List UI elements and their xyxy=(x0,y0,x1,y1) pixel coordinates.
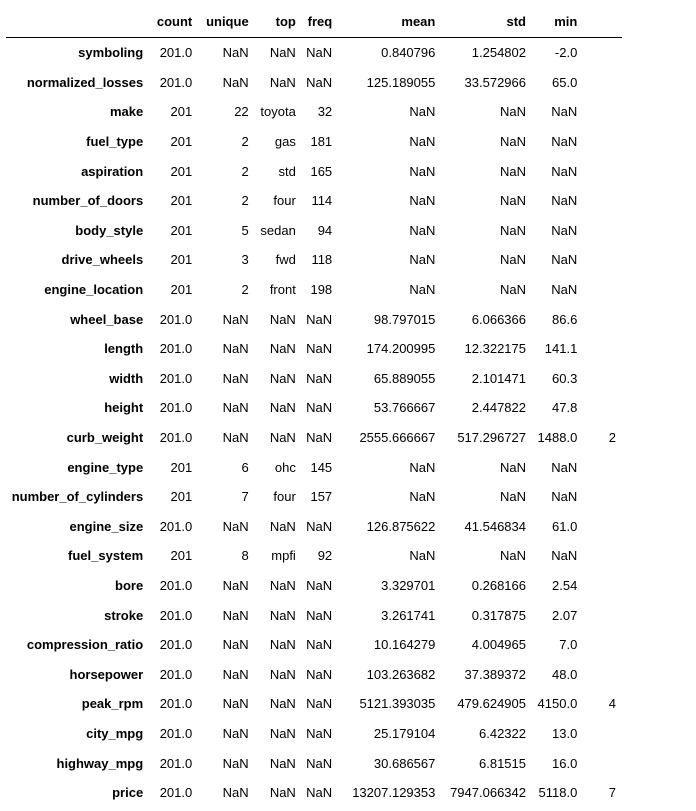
cell-count: 201.0 xyxy=(159,755,193,771)
cell-freq: 165 xyxy=(310,163,333,179)
cell-std: NaN xyxy=(499,489,526,505)
cell-mean: NaN xyxy=(409,548,436,564)
cell-top: four xyxy=(273,193,296,209)
cell-unique: NaN xyxy=(222,74,249,90)
cell-freq: NaN xyxy=(306,400,333,416)
column-header-top: top xyxy=(255,5,302,38)
table-row xyxy=(6,482,622,512)
cell-count: 201.0 xyxy=(159,577,193,593)
cell-mean: 0.840796 xyxy=(381,45,436,61)
cell-std: NaN xyxy=(499,193,526,209)
cell-unique: NaN xyxy=(222,577,249,593)
cell-count: 201 xyxy=(170,252,193,268)
header-row xyxy=(6,5,622,38)
cell-unique: NaN xyxy=(222,518,249,534)
cell-freq: NaN xyxy=(306,607,333,623)
cell-top: sedan xyxy=(260,222,296,238)
cell-unique: NaN xyxy=(222,341,249,357)
cell-truncated xyxy=(583,659,622,689)
cell-truncated: 2 xyxy=(608,430,616,446)
row-label: symboling xyxy=(78,45,144,61)
cell-unique: 5 xyxy=(241,222,249,238)
cell-unique: NaN xyxy=(222,370,249,386)
cell-freq: 145 xyxy=(310,459,333,475)
cell-unique: 7 xyxy=(241,489,249,505)
cell-mean: 13207.129353 xyxy=(352,785,436,801)
cell-mean: 126.875622 xyxy=(366,518,436,534)
cell-mean: 174.200995 xyxy=(366,341,436,357)
cell-freq: NaN xyxy=(306,518,333,534)
cell-freq: 181 xyxy=(310,134,333,150)
table-row xyxy=(6,689,622,719)
cell-unique: 2 xyxy=(241,282,249,298)
cell-unique: 2 xyxy=(241,193,249,209)
cell-mean: 30.686567 xyxy=(373,755,436,771)
cell-unique: 2 xyxy=(241,134,249,150)
cell-std: 1.254802 xyxy=(471,45,526,61)
cell-min: NaN xyxy=(551,459,578,475)
row-label: aspiration xyxy=(81,163,144,179)
table-row xyxy=(6,364,622,394)
cell-min: 65.0 xyxy=(552,74,578,90)
row-label: height xyxy=(104,400,144,416)
cell-truncated xyxy=(583,482,622,512)
cell-top: mpfi xyxy=(271,548,296,564)
index-header-cell xyxy=(6,5,152,38)
cell-min: NaN xyxy=(551,222,578,238)
cell-freq: NaN xyxy=(306,370,333,386)
row-label: highway_mpg xyxy=(56,755,144,771)
cell-top: four xyxy=(273,489,296,505)
cell-std: NaN xyxy=(499,134,526,150)
cell-mean: NaN xyxy=(409,163,436,179)
row-label: width xyxy=(109,370,144,386)
cell-freq: 32 xyxy=(317,104,333,120)
table-row xyxy=(6,97,622,127)
table-header xyxy=(6,5,622,38)
table-row xyxy=(6,38,622,68)
column-header-mean: mean xyxy=(338,5,441,38)
cell-top: NaN xyxy=(269,45,296,61)
cell-freq: NaN xyxy=(306,725,333,741)
table-row xyxy=(6,600,622,630)
cell-truncated xyxy=(583,334,622,364)
table-row xyxy=(6,423,622,453)
cell-unique: 2 xyxy=(241,163,249,179)
cell-min: 2.07 xyxy=(552,607,578,623)
cell-std: 479.624905 xyxy=(457,696,526,712)
cell-top: ohc xyxy=(274,459,296,475)
cell-top: NaN xyxy=(269,785,296,801)
cell-top: NaN xyxy=(269,74,296,90)
cell-min: NaN xyxy=(551,163,578,179)
cell-mean: 125.189055 xyxy=(366,74,436,90)
cell-top: NaN xyxy=(269,311,296,327)
cell-min: 60.3 xyxy=(552,370,578,386)
cell-top: NaN xyxy=(269,341,296,357)
cell-min: NaN xyxy=(551,548,578,564)
cell-min: 61.0 xyxy=(552,518,578,534)
cell-unique: 22 xyxy=(234,104,249,120)
cell-unique: NaN xyxy=(222,400,249,416)
row-label: curb_weight xyxy=(66,430,144,446)
cell-mean: NaN xyxy=(409,104,436,120)
cell-top: NaN xyxy=(269,400,296,416)
cell-unique: NaN xyxy=(222,725,249,741)
table-row xyxy=(6,512,622,542)
cell-top: NaN xyxy=(269,666,296,682)
table-row xyxy=(6,541,622,571)
cell-freq: NaN xyxy=(306,577,333,593)
cell-freq: NaN xyxy=(306,666,333,682)
table-row xyxy=(6,719,622,749)
cell-min: 13.0 xyxy=(552,725,578,741)
cell-truncated: 4 xyxy=(608,696,616,712)
cell-freq: NaN xyxy=(306,341,333,357)
cell-truncated xyxy=(583,68,622,98)
cell-mean: NaN xyxy=(409,459,436,475)
cell-count: 201 xyxy=(170,134,193,150)
cell-mean: 5121.393035 xyxy=(359,696,436,712)
cell-std: NaN xyxy=(499,282,526,298)
cell-truncated xyxy=(583,541,622,571)
cell-freq: NaN xyxy=(306,74,333,90)
cell-mean: 2555.666667 xyxy=(359,430,436,446)
cell-freq: NaN xyxy=(306,785,333,801)
cell-freq: 198 xyxy=(310,282,333,298)
table-row xyxy=(6,630,622,660)
cell-freq: 94 xyxy=(317,222,333,238)
cell-top: NaN xyxy=(269,430,296,446)
cell-freq: 92 xyxy=(317,548,333,564)
cell-truncated xyxy=(583,304,622,334)
cell-count: 201 xyxy=(170,459,193,475)
cell-truncated xyxy=(583,127,622,157)
cell-min: 47.8 xyxy=(552,400,578,416)
cell-std: 6.066366 xyxy=(471,311,526,327)
column-header-count: count xyxy=(152,5,198,38)
row-label: city_mpg xyxy=(86,725,144,741)
cell-truncated xyxy=(583,97,622,127)
cell-mean: 3.329701 xyxy=(381,577,436,593)
cell-min: 141.1 xyxy=(544,341,578,357)
table-row xyxy=(6,216,622,246)
cell-std: 6.42322 xyxy=(479,725,526,741)
cell-min: -2.0 xyxy=(554,45,578,61)
row-label: wheel_base xyxy=(70,311,144,327)
row-label: engine_type xyxy=(67,459,144,475)
cell-std: NaN xyxy=(499,163,526,179)
cell-count: 201.0 xyxy=(159,74,193,90)
cell-std: 37.389372 xyxy=(464,666,526,682)
cell-min: 86.6 xyxy=(552,311,578,327)
cell-truncated xyxy=(583,393,622,423)
row-label: drive_wheels xyxy=(61,252,144,268)
describe-table xyxy=(6,5,622,807)
cell-top: NaN xyxy=(269,696,296,712)
cell-top: NaN xyxy=(269,518,296,534)
cell-std: NaN xyxy=(499,222,526,238)
cell-min: NaN xyxy=(551,282,578,298)
cell-count: 201.0 xyxy=(159,696,193,712)
cell-count: 201.0 xyxy=(159,341,193,357)
table-row xyxy=(6,245,622,275)
cell-mean: 10.164279 xyxy=(373,637,436,653)
cell-mean: NaN xyxy=(409,193,436,209)
row-label: stroke xyxy=(104,607,144,623)
cell-truncated xyxy=(583,156,622,186)
column-header-min: min xyxy=(532,5,583,38)
cell-unique: NaN xyxy=(222,666,249,682)
row-label: engine_size xyxy=(69,518,144,534)
cell-top: NaN xyxy=(269,607,296,623)
cell-top: NaN xyxy=(269,725,296,741)
row-label: compression_ratio xyxy=(26,637,144,653)
cell-truncated: 7 xyxy=(608,785,616,801)
table-row xyxy=(6,275,622,305)
cell-truncated xyxy=(583,245,622,275)
cell-std: 0.268166 xyxy=(471,577,526,593)
cell-top: front xyxy=(269,282,296,298)
cell-min: NaN xyxy=(551,252,578,268)
cell-mean: NaN xyxy=(409,252,436,268)
cell-unique: NaN xyxy=(222,755,249,771)
cell-unique: 3 xyxy=(241,252,249,268)
cell-mean: 53.766667 xyxy=(373,400,436,416)
column-header-freq: freq xyxy=(302,5,338,38)
cell-count: 201 xyxy=(170,282,193,298)
cell-std: 2.447822 xyxy=(471,400,526,416)
cell-count: 201.0 xyxy=(159,666,193,682)
cell-min: 48.0 xyxy=(552,666,578,682)
cell-std: 2.101471 xyxy=(471,370,526,386)
cell-count: 201.0 xyxy=(159,400,193,416)
cell-freq: NaN xyxy=(306,311,333,327)
column-header-truncated xyxy=(583,5,622,38)
row-label: body_style xyxy=(75,222,144,238)
cell-freq: NaN xyxy=(306,755,333,771)
cell-std: 7947.066342 xyxy=(450,785,526,801)
row-label: fuel_type xyxy=(86,134,144,150)
cell-freq: 114 xyxy=(311,193,333,209)
cell-count: 201.0 xyxy=(159,370,193,386)
cell-truncated xyxy=(583,571,622,601)
row-label: length xyxy=(104,341,144,357)
cell-top: NaN xyxy=(269,370,296,386)
cell-min: 1488.0 xyxy=(537,430,578,446)
cell-count: 201.0 xyxy=(159,725,193,741)
cell-truncated xyxy=(583,186,622,216)
table-row xyxy=(6,393,622,423)
cell-truncated xyxy=(583,452,622,482)
cell-mean: NaN xyxy=(409,489,436,505)
cell-freq: NaN xyxy=(306,45,333,61)
cell-count: 201 xyxy=(170,193,193,209)
cell-count: 201 xyxy=(170,548,193,564)
cell-min: NaN xyxy=(551,104,578,120)
row-label: normalized_losses xyxy=(26,74,144,90)
cell-std: 4.004965 xyxy=(471,637,526,653)
table-row xyxy=(6,571,622,601)
cell-count: 201.0 xyxy=(159,637,193,653)
cell-mean: NaN xyxy=(409,222,436,238)
cell-unique: NaN xyxy=(222,637,249,653)
cell-mean: NaN xyxy=(409,282,436,298)
cell-truncated xyxy=(583,275,622,305)
row-label: number_of_cylinders xyxy=(11,489,144,505)
cell-unique: NaN xyxy=(222,45,249,61)
row-label: fuel_system xyxy=(68,548,144,564)
row-label: bore xyxy=(115,577,144,593)
row-label: price xyxy=(112,785,144,801)
cell-truncated xyxy=(583,600,622,630)
cell-truncated xyxy=(583,364,622,394)
cell-count: 201.0 xyxy=(159,518,193,534)
cell-freq: NaN xyxy=(306,637,333,653)
cell-unique: NaN xyxy=(222,785,249,801)
cell-unique: NaN xyxy=(222,311,249,327)
cell-top: toyota xyxy=(260,104,296,120)
cell-truncated xyxy=(583,630,622,660)
cell-std: 33.572966 xyxy=(464,74,526,90)
column-header-unique: unique xyxy=(198,5,254,38)
row-label: engine_location xyxy=(44,282,144,298)
cell-count: 201.0 xyxy=(159,785,193,801)
cell-freq: NaN xyxy=(306,696,333,712)
cell-mean: 3.261741 xyxy=(381,607,436,623)
cell-min: NaN xyxy=(551,489,578,505)
cell-min: 4150.0 xyxy=(537,696,578,712)
cell-count: 201 xyxy=(170,104,193,120)
cell-truncated xyxy=(583,512,622,542)
cell-count: 201.0 xyxy=(159,311,193,327)
cell-min: NaN xyxy=(551,134,578,150)
cell-top: NaN xyxy=(269,755,296,771)
table-row xyxy=(6,778,622,808)
cell-count: 201.0 xyxy=(159,430,193,446)
row-label: make xyxy=(109,104,144,120)
table-row xyxy=(6,659,622,689)
cell-count: 201 xyxy=(170,489,193,505)
cell-min: 7.0 xyxy=(559,637,578,653)
cell-truncated xyxy=(583,216,622,246)
table-row xyxy=(6,748,622,778)
column-header-std: std xyxy=(441,5,532,38)
cell-truncated xyxy=(583,748,622,778)
table-row xyxy=(6,334,622,364)
cell-min: 5118.0 xyxy=(538,785,578,801)
cell-unique: 6 xyxy=(241,459,249,475)
table-row xyxy=(6,452,622,482)
cell-freq: NaN xyxy=(306,430,333,446)
table-row xyxy=(6,186,622,216)
cell-std: NaN xyxy=(499,104,526,120)
cell-min: 16.0 xyxy=(552,755,578,771)
cell-std: 41.546834 xyxy=(464,518,526,534)
cell-mean: NaN xyxy=(409,134,436,150)
cell-unique: 8 xyxy=(241,548,249,564)
cell-top: std xyxy=(278,163,296,179)
cell-truncated xyxy=(583,719,622,749)
cell-mean: 65.889055 xyxy=(373,370,436,386)
cell-freq: 157 xyxy=(310,489,333,505)
cell-mean: 98.797015 xyxy=(373,311,436,327)
cell-min: NaN xyxy=(551,193,578,209)
cell-std: NaN xyxy=(499,548,526,564)
table-row xyxy=(6,156,622,186)
cell-unique: NaN xyxy=(222,607,249,623)
row-label: peak_rpm xyxy=(81,696,144,712)
cell-unique: NaN xyxy=(222,696,249,712)
row-label: horsepower xyxy=(69,666,144,682)
cell-truncated xyxy=(583,38,622,68)
cell-unique: NaN xyxy=(222,430,249,446)
cell-mean: 25.179104 xyxy=(373,725,436,741)
cell-std: 517.296727 xyxy=(457,430,526,446)
cell-std: NaN xyxy=(499,252,526,268)
row-label: number_of_doors xyxy=(32,193,144,209)
cell-count: 201.0 xyxy=(159,45,193,61)
cell-std: 12.322175 xyxy=(464,341,526,357)
cell-top: fwd xyxy=(275,252,296,268)
table-body xyxy=(6,38,622,808)
table-row xyxy=(6,127,622,157)
cell-mean: 103.263682 xyxy=(366,666,436,682)
table-row xyxy=(6,68,622,98)
cell-count: 201.0 xyxy=(159,607,193,623)
cell-min: 2.54 xyxy=(552,577,578,593)
cell-std: 6.81515 xyxy=(479,755,526,771)
cell-std: 0.317875 xyxy=(471,607,526,623)
cell-top: NaN xyxy=(269,577,296,593)
cell-freq: 118 xyxy=(311,252,333,268)
table-row xyxy=(6,304,622,334)
cell-count: 201 xyxy=(170,163,193,179)
cell-std: NaN xyxy=(499,459,526,475)
cell-count: 201 xyxy=(170,222,193,238)
cell-top: gas xyxy=(274,134,296,150)
cell-top: NaN xyxy=(269,637,296,653)
